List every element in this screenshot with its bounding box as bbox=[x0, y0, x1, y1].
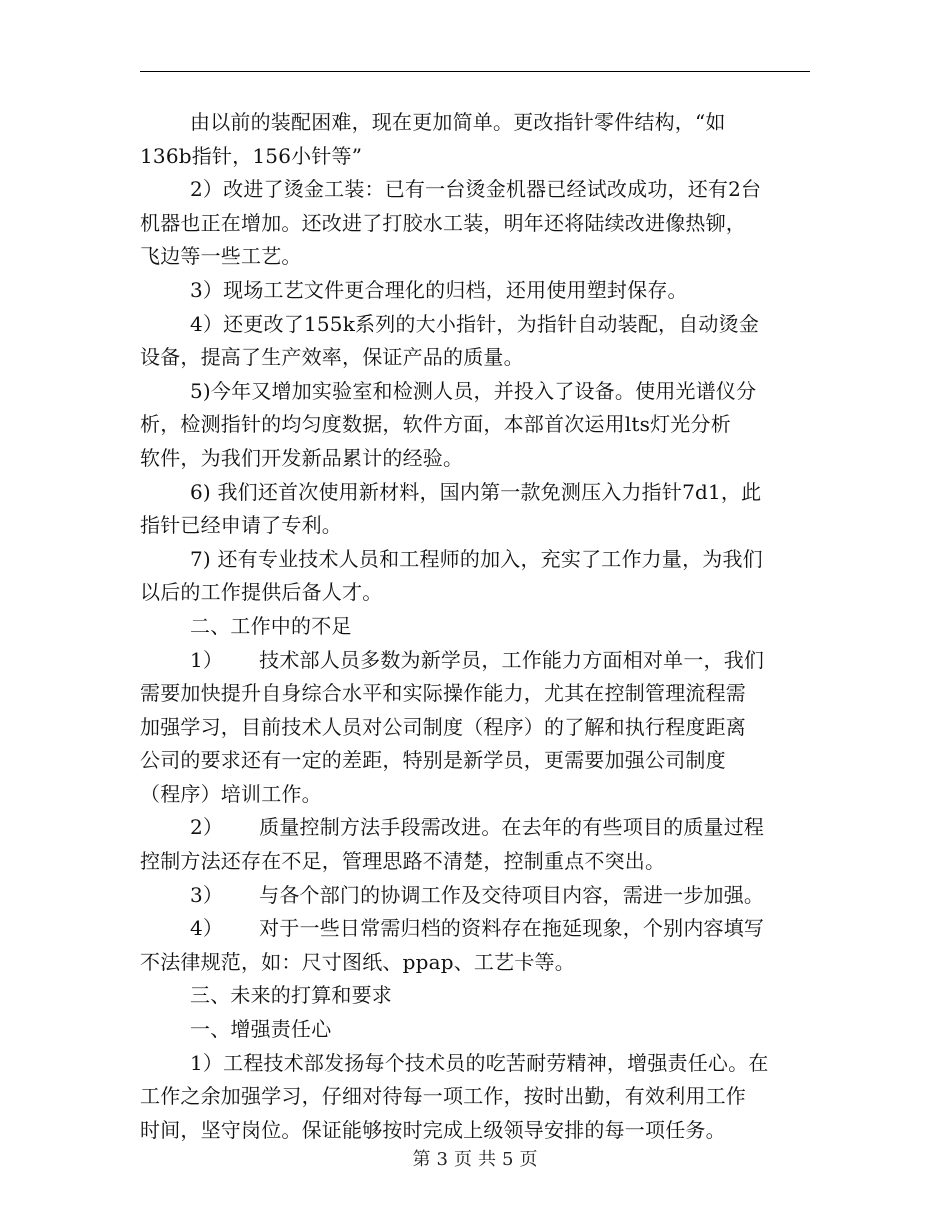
line-text: 工作之余加强学习，仔细对待每一项工作，按时出勤，有效利用工作 bbox=[140, 1084, 746, 1109]
text-line bbox=[140, 106, 815, 140]
line-text: 由以前的装配困难，现在更加简单。更改指针零件结构，“如 bbox=[190, 110, 726, 134]
page-footer bbox=[0, 1148, 950, 1172]
line-text: 一、增强责任心 bbox=[190, 1017, 332, 1042]
footer-page-number: 3 bbox=[436, 1149, 448, 1170]
footer-page-unit: 页 bbox=[454, 1149, 472, 1170]
text-line bbox=[140, 1047, 815, 1081]
text-line bbox=[140, 408, 815, 442]
footer-total-unit: 页 bbox=[519, 1149, 538, 1170]
line-text: 需要加快提升自身综合水平和实际操作能力，尤其在控制管理流程需 bbox=[140, 681, 746, 706]
line-text: 2）改进了烫金工装：已有一台烫金机器已经试改成功，还有2台 bbox=[190, 177, 762, 202]
text-line bbox=[140, 509, 815, 543]
text-line bbox=[140, 644, 815, 678]
footer-total-prefix: 共 bbox=[478, 1149, 496, 1170]
text-line bbox=[140, 1013, 815, 1047]
list-number: 1） bbox=[190, 647, 224, 672]
line-text: 3）现场工艺文件更合理化的归档，还用使用塑封保存。 bbox=[190, 277, 688, 302]
text-line bbox=[140, 375, 815, 409]
text-line bbox=[140, 442, 815, 476]
list-number: 2） bbox=[190, 815, 224, 840]
line-text: 技术部人员多数为新学员，工作能力方面相对单一，我们 bbox=[259, 647, 765, 672]
line-text: 质量控制方法手段需改进。在去年的有些项目的质量过程 bbox=[259, 815, 765, 840]
text-line bbox=[140, 610, 815, 644]
line-text: 4）还更改了155k系列的大小指针，为指针自动装配，自动烫金 bbox=[190, 311, 760, 336]
line-text: （程序）培训工作。 bbox=[140, 781, 322, 806]
document-body bbox=[140, 106, 815, 1147]
line-text: 加强学习，目前技术人员对公司制度（程序）的了解和执行程度距离 bbox=[140, 714, 746, 739]
line-text: 二、工作中的不足 bbox=[190, 613, 352, 638]
list-number: 3） bbox=[190, 882, 224, 907]
text-line bbox=[140, 308, 815, 342]
line-text: 与各个部门的协调工作及交待项目内容，需进一步加强。 bbox=[259, 882, 765, 907]
text-line bbox=[140, 543, 815, 577]
text-line bbox=[140, 677, 815, 711]
text-line bbox=[140, 341, 815, 375]
text-line bbox=[140, 744, 815, 778]
text-line bbox=[140, 711, 815, 745]
text-line bbox=[140, 811, 815, 845]
line-text: 软件，为我们开发新品累计的经验。 bbox=[140, 445, 464, 470]
line-text: 飞边等一些工艺。 bbox=[140, 244, 302, 269]
footer-total-pages: 5 bbox=[502, 1149, 514, 1170]
text-line bbox=[140, 274, 815, 308]
line-text: 以后的工作提供后备人才。 bbox=[140, 580, 383, 605]
line-text: 时间，坚守岗位。保证能够按时完成上级领导安排的每一项任务。 bbox=[140, 1117, 726, 1142]
line-text: 析，检测指针的均匀度数据，软件方面，本部首次运用lts灯光分析 bbox=[140, 412, 731, 437]
line-text: 6) 我们还首次使用新材料，国内第一款免测压入力指针7d1，此 bbox=[190, 479, 762, 504]
text-line bbox=[140, 240, 815, 274]
line-text: 136b指针，156小针等” bbox=[140, 143, 363, 168]
text-line bbox=[140, 845, 815, 879]
line-text: 5)今年又增加实验室和检测人员，并投入了设备。使用光谱仪分 bbox=[190, 378, 757, 403]
footer-prefix: 第 bbox=[412, 1149, 431, 1170]
text-line bbox=[140, 979, 815, 1013]
list-number: 4） bbox=[190, 916, 224, 941]
line-text: 三、未来的打算和要求 bbox=[190, 983, 392, 1008]
line-text: 控制方法还存在不足，管理思路不清楚，控制重点不突出。 bbox=[140, 849, 666, 874]
line-text: 机器也正在增加。还改进了打胶水工装，明年还将陆续改进像热铆， bbox=[140, 210, 746, 235]
text-line bbox=[140, 1080, 815, 1114]
text-line bbox=[140, 173, 815, 207]
line-text: 公司的要求还有一定的差距，特别是新学员，更需要加强公司制度 bbox=[140, 748, 726, 773]
text-line bbox=[140, 1114, 815, 1148]
line-text: 对于一些日常需归档的资料存在拖延现象，个别内容填写 bbox=[259, 916, 765, 941]
line-text: 指针已经申请了专利。 bbox=[140, 513, 342, 538]
header-rule bbox=[140, 71, 810, 72]
text-line bbox=[140, 140, 815, 174]
line-text: 7) 还有专业技术人员和工程师的加入，充实了工作力量，为我们 bbox=[190, 546, 763, 571]
line-text: 不法律规范，如：尺寸图纸、ppap、工艺卡等。 bbox=[140, 949, 575, 974]
text-line bbox=[140, 476, 815, 510]
text-line bbox=[140, 576, 815, 610]
line-text: 1）工程技术部发扬每个技术员的吃苦耐劳精神，增强责任心。在 bbox=[190, 1050, 769, 1075]
line-text: 设备，提高了生产效率，保证产品的质量。 bbox=[140, 345, 524, 370]
text-line bbox=[140, 912, 815, 946]
text-line bbox=[140, 879, 815, 913]
text-line bbox=[140, 778, 815, 812]
text-line bbox=[140, 946, 815, 980]
text-line bbox=[140, 207, 815, 241]
